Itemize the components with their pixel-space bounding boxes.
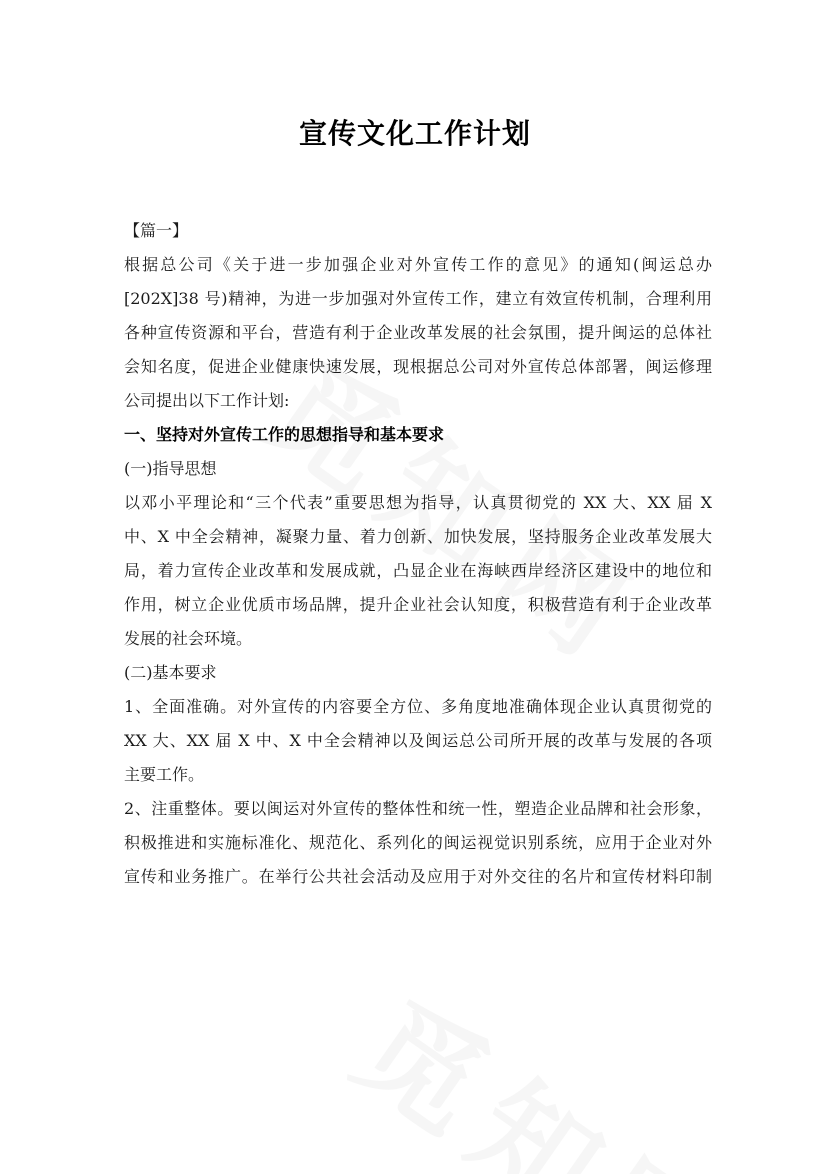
text-line: 以邓小平理论和“三个代表”重要思想为指导，认真贯彻党的 XX 大、XX 届 X <box>124 493 712 512</box>
text-line: 各种宣传资源和平台，营造有利于企业改革发展的社会氛围，提升闽运的总体社 <box>124 323 712 342</box>
text-line: 中、X 中全会精神，凝聚力量、着力创新、加快发展，坚持服务企业改革发展大 <box>124 527 712 546</box>
section-label: 【篇一】 <box>124 221 189 240</box>
document-body <box>124 214 712 894</box>
text-line: [202X]38 号)精神，为进一步加强对外宣传工作，建立有效宣传机制，合理利用 <box>124 289 712 308</box>
text-line: XX 大、XX 届 X 中、X 中全会精神以及闽运总公司所开展的改革与发展的各项 <box>124 731 712 750</box>
text-line: 1、全面准确。对外宣传的内容要全方位、多角度地准确体现企业认真贯彻党的 <box>124 697 712 716</box>
paragraph-requirement-2 <box>124 792 712 894</box>
page-title: 宣传文化工作计划 <box>298 117 531 150</box>
text-line: 主要工作。 <box>124 765 205 784</box>
text-line: 积极推进和实施标准化、规范化、系列化的闽运视觉识别系统，应用于企业对外 <box>124 833 712 852</box>
paragraph-guiding-ideology <box>124 486 712 656</box>
text-line: 作用，树立企业优质市场品牌，提升企业社会认知度，积极营造有利于企业改革 <box>124 595 712 614</box>
heading-line: 一、坚持对外宣传工作的思想指导和基本要求 <box>124 425 445 444</box>
text-line: 局，着力宣传企业改革和发展成就，凸显企业在海峡西岸经济区建设中的地位和 <box>124 561 712 580</box>
section-heading <box>124 418 712 452</box>
text-line: (一)指导思想 <box>124 459 217 478</box>
text-line: 公司提出以下工作计划: <box>124 391 290 410</box>
text-line: 根据总公司《关于进一步加强企业对外宣传工作的意见》的通知(闽运总办 <box>124 255 712 274</box>
watermark-secondary <box>329 955 772 1174</box>
subheading-guiding-ideology <box>124 452 712 486</box>
text-line: 发展的社会环境。 <box>124 629 253 648</box>
paragraph-requirement-1 <box>124 690 712 792</box>
paragraph-intro <box>124 248 712 418</box>
text-line: 2、注重整体。要以闽运对外宣传的整体性和统一性，塑造企业品牌和社会形象， <box>124 799 712 818</box>
text-line: 宣传和业务推广。在举行公共社会活动及应用于对外交往的名片和宣传材料印制 <box>124 867 712 886</box>
text-line: 会知名度，促进企业健康快速发展，现根据总公司对外宣传总体部署，闽运修理 <box>124 357 712 376</box>
subheading-basic-requirements <box>124 656 712 690</box>
text-line: (二)基本要求 <box>124 663 217 682</box>
